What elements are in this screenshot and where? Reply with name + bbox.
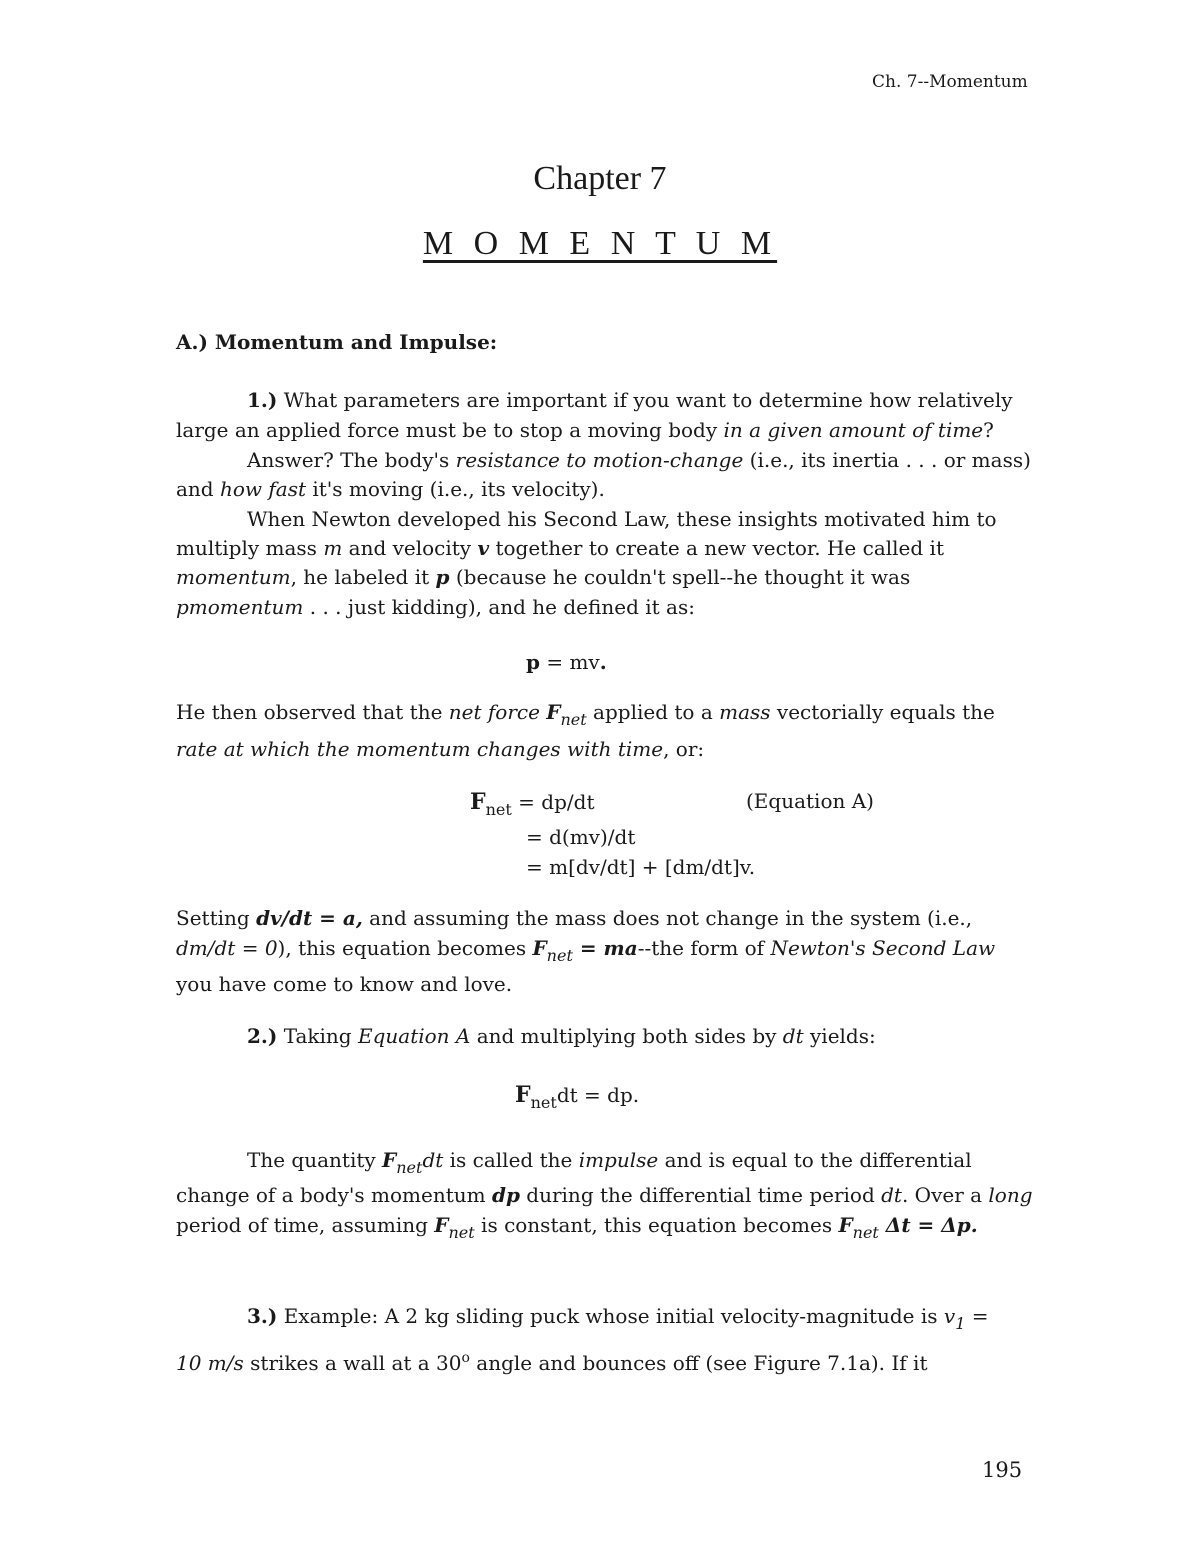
item-number: 3.) xyxy=(247,1304,278,1328)
equation-a-label: (Equation A) xyxy=(746,789,874,813)
p2-line-2: The quantity $F_{net}dt$ is called the impulse and is equal to the differential xyxy=(247,1148,972,1177)
p1-line-11: Setting dv/dt = a, and assuming the mass does not change in the system (i.e., xyxy=(176,906,973,930)
p1-line-1: 1.) What parameters are important if you want to determine how relatively xyxy=(247,388,1013,412)
p1-line-2: large an applied force must be to stop a moving body in a given amount of time? xyxy=(176,418,994,442)
section-heading: A.) Momentum and Impulse: xyxy=(176,330,498,354)
equation-a-line-1: $F_{net} = dp/dt$ xyxy=(470,789,595,819)
item-number: 1.) xyxy=(247,388,278,412)
p1-line-13: you have come to know and love. xyxy=(176,972,513,996)
p1-line-8: pmomentum . . . just kidding), and he defined it as: xyxy=(176,595,695,619)
chapter-number: Chapter 7 xyxy=(533,160,667,197)
equation-a-line-3: = m[dv/dt] + [dm/dt]v. xyxy=(526,855,756,879)
p1-line-10: rate at which the momentum changes with time, or: xyxy=(176,737,705,761)
equation-a-line-2: = d(mv)/dt xyxy=(526,825,636,849)
p2-line-1: 2.) Taking Equation A and multiplying both sides by dt yields: xyxy=(247,1024,876,1048)
item-number: 2.) xyxy=(247,1024,278,1048)
running-head: Ch. 7--Momentum xyxy=(872,72,1028,92)
page-number: 195 xyxy=(982,1458,1023,1482)
p1-line-12: dm/dt = 0), this equation becomes $F_{net} = ma--the$ form of Newton's Second Law xyxy=(176,936,996,965)
equation-momentum: p = mv. xyxy=(526,650,607,674)
p3-line-2: 10 m/s strikes a wall at a 30$^o$ angle and bounces off (see Figure 7.1a). If it xyxy=(176,1350,928,1375)
chapter-title xyxy=(0,225,1200,263)
p1-line-6: multiply mass m and velocity v together to create a new vector. He called it xyxy=(176,536,944,560)
equation-impulse: $F_{net}dt$ = dp. xyxy=(515,1082,640,1112)
p1-line-5: When Newton developed his Second Law, these insights motivated him to xyxy=(247,507,997,531)
p2-line-3: change of a body's momentum dp during the differential time period dt. Over a long xyxy=(176,1183,1033,1207)
chapter-title-text: M O M E N T U M xyxy=(422,225,778,262)
p1-line-7: momentum, he labeled it p (because he couldn't spell--he thought it was xyxy=(176,565,911,589)
p1-line-4: and how fast it's moving (i.e., its velocity). xyxy=(176,477,605,501)
p2-line-4: period of time, assuming $F_{net}$ is constant, this equation becomes $F_{net}$ Δt = Δp. xyxy=(176,1213,978,1242)
p1-line-3: Answer? The body's resistance to motion-change (i.e., its inertia . . . or mass) xyxy=(247,448,1031,472)
p3-line-1: 3.) Example: A 2 kg sliding puck whose initial velocity-magnitude is $v_1$ = xyxy=(247,1304,989,1333)
p1-line-9: He then observed that the net force $F_{net}$ applied to a mass vectorially equals the xyxy=(176,700,995,729)
